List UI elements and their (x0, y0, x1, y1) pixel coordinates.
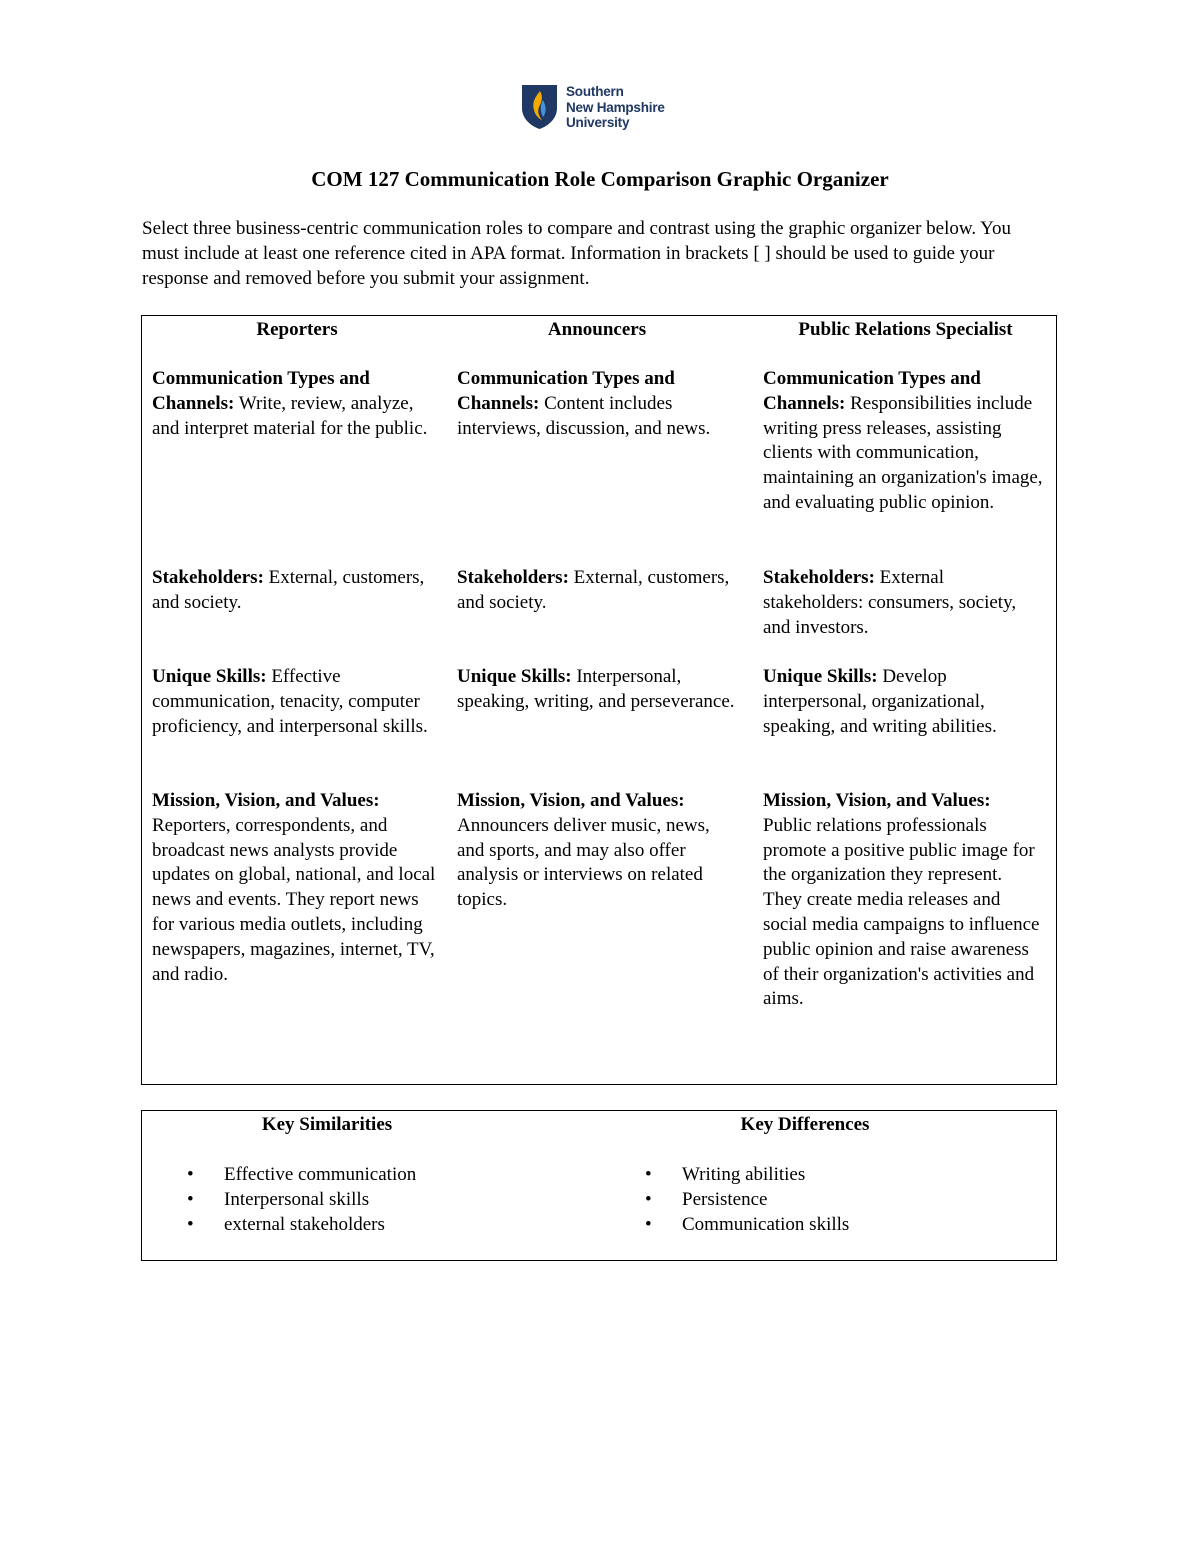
section-label: Communication Types and Channels: (152, 368, 370, 414)
section-text: Effective communication, tenacity, computer proficiency, and interpersonal skills. (152, 666, 428, 737)
similarities-list (187, 1163, 416, 1237)
stakeholders-section (152, 566, 442, 616)
section-text: External stakeholders: consumers, society, and investors. (763, 567, 1017, 638)
skills-section (763, 665, 1048, 739)
section-label: Unique Skills: (763, 666, 878, 687)
section-label: Unique Skills: (457, 666, 572, 687)
section-label: Stakeholders: (457, 567, 569, 588)
list-item: • Persistence (645, 1188, 849, 1213)
section-label: Stakeholders: (763, 567, 875, 588)
section-text: External, customers, and society. (457, 567, 730, 613)
list-item: • external stakeholders (187, 1213, 416, 1238)
role-heading: Announcers (547, 319, 647, 340)
communication-section (152, 367, 442, 441)
differences-heading: Key Differences (740, 1114, 870, 1135)
section-text: Develop interpersonal, organizational, speaking, and writing abilities. (763, 666, 997, 737)
list-item: • Communication skills (645, 1213, 849, 1238)
list-item: • Effective communication (187, 1163, 416, 1188)
section-text: Write, review, analyze, and interpret material for the public. (152, 392, 428, 439)
section-label: Mission, Vision, and Values: (763, 790, 991, 811)
role-heading: Reporters (256, 319, 338, 340)
key-comparison-table (141, 1110, 1057, 1261)
skills-section (152, 665, 442, 739)
mission-section (457, 789, 737, 913)
section-label: Stakeholders: (152, 567, 264, 588)
logo-line-3: University (566, 115, 630, 130)
list-item: • Writing abilities (645, 1163, 849, 1188)
section-label: Mission, Vision, and Values: (152, 790, 380, 811)
section-text: Responsibilities include writing press releases, assisting clients with communication, maintaining an organization's image, and evaluating public opinion. (763, 392, 1043, 513)
similarities-heading: Key Similarities (261, 1114, 393, 1135)
communication-section (457, 367, 737, 441)
logo-wordmark (566, 84, 665, 131)
section-text: Content includes interviews, discussion, and news. (457, 392, 711, 439)
section-text: Interpersonal, speaking, writing, and perseverance. (457, 666, 735, 712)
section-text: External, customers, and society. (152, 567, 425, 613)
snhu-logo (521, 84, 665, 131)
role-heading: Public Relations Specialist (798, 319, 1013, 340)
role-comparison-table (141, 315, 1057, 1085)
section-label: Communication Types and Channels: (763, 368, 981, 414)
section-text: Public relations professionals promote a positive public image for the organization they represent. (763, 814, 1035, 886)
stakeholders-section (763, 566, 1048, 640)
list-item: • Interpersonal skills (187, 1188, 416, 1213)
section-text: Announcers deliver music, news, and sports, and may also offer analysis or interviews on related topics. (457, 814, 710, 911)
logo-line-2: New Hampshire (566, 99, 665, 115)
stakeholders-section (457, 566, 737, 616)
section-label: Unique Skills: (152, 666, 267, 687)
logo-line-1: Southern (566, 84, 624, 99)
section-text-continued: They create media releases and social media campaigns to influence public opinion and raise awareness of their organization's activities and aims. (763, 889, 1040, 1010)
shield-flame-icon (521, 84, 558, 130)
differences-list (645, 1163, 849, 1237)
skills-section (457, 665, 737, 715)
section-text: Reporters, correspondents, and broadcast news analysts provide updates on global, national, and local news and events. They report news for various media outlets, including newspapers, magazines, internet, TV, and radio. (152, 814, 436, 985)
mission-section (152, 789, 442, 987)
section-label: Communication Types and Channels: (457, 368, 675, 414)
communication-section (763, 367, 1048, 516)
document-title: COM 127 Communication Role Comparison Graphic Organizer (311, 167, 889, 191)
section-label: Mission, Vision, and Values: (457, 790, 685, 811)
intro-paragraph: Select three business-centric communication roles to compare and contrast using the graphic organizer below. You must include at least one reference cited in APA format. Information in brackets [ ] should be used to guide your response and removed before you submit your assignment. (142, 218, 1011, 289)
mission-section (763, 789, 1048, 1012)
